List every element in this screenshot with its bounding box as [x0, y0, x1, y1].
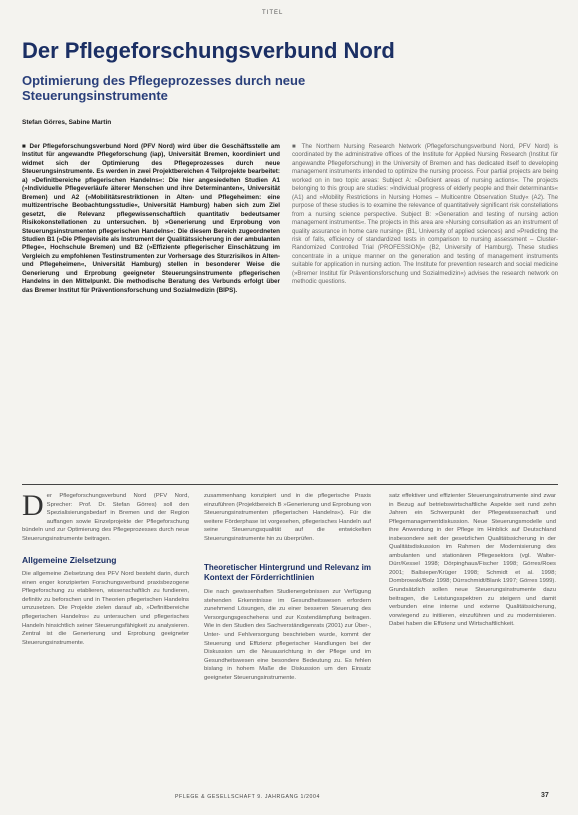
drop-cap: D	[22, 489, 44, 522]
page-number: 37	[541, 792, 549, 799]
abstract-english: ■ The Northern Nursing Research Network (Pflegeforschungsverbund Nord, PFV Nord) is coordinated by the administrative offices of the Institute for Applied Nursing Research (Institut für angewandte Pflegeforschung) in the University of Bremen and has dedicated itself to developing management instruments intended to optimize the nursing process. Four partial projects are being worked on in two topic areas: Subject A: »Deficient areas of nursing actions«. The projects belonging to this group are studies: »Individual progress of elderly people and their determinants« (A1) and »Mobility Restrictions in Nursing Homes – Multicentre Observation Study« (A2). The purpose of these studies is to examine the relevance of quantitatively significant risk constellations from a nursing science perspective. Subject B: »Generation and testing of nursing action management instruments«. The projects in this area are »Nursing consultation as an instrument of quality assurance in home care nursing« (B1, University of applied sciences) and »Predicting the risk of falls, efficiency of standardized tests in comparison to nursing assessment – Cluster-Randomized Controlled Trial (PROFESSION)« (B2, University of Hamburg). These studies concentrate in a unique manner on the generation and testing of management instruments suitable for application in nursing action. The Institute for prevention research and social medicine (»Bremer Institut für Präventionsforschung und Sozialmedizin«) advises the research network on methodic questions.	[292, 143, 558, 286]
body-column-3	[389, 492, 556, 629]
intro-paragraph: er Pflegeforschungsverbund Nord (PFV Nord, Sprecher: Prof. Dr. Stefan Görres) soll den Spezialisierungsbedarf in Bremen und der Region auffangen sowie Einzelprojekte der Pflegeforschung bündeln und zur Optimierung des Pflegeprozesses durch neue Steuerungsinstrumente beitragen.	[22, 493, 189, 542]
heading-allgemeine-zielsetzung: Allgemeine Zielsetzung	[22, 555, 117, 566]
body-column-2	[204, 492, 371, 682]
article-authors: Stefan Görres, Sabine Martin	[22, 119, 112, 126]
footer-journal-info: PFLEGE & GESELLSCHAFT 9. JAHRGANG 1/2004	[175, 794, 320, 800]
abstract-german: ■ Der Pflegeforschungsverbund Nord (PFV Nord) wird über die Geschäftsstelle am Institut für angewandte Pflegeforschung (iap), Universität Bremen, koordiniert und widmet sich der Optimierung des Pflegeprozesses durch neue Steuerungsinstrumente. Es werden in zwei Projektbereichen 4 Teilprojekte bearbeitet: a) »Definitbereiche pflegerischen Handelns«: Die hier angesiedelten Studien A1 (»Individuelle Pflegeverläufe älterer Menschen und ihre Determinanten«, Universität Bremen) und A2 (»Mobilitätsrestriktionen in Alten- und Pflegeheimen: eine multizentrische Beobachtungsstudie«, Universität Hamburg) haben sich zum Ziel gesetzt, die Relevanz pflegewissenschaftlich quantitativ bedeutsamer Risikokonstellationen zu untersuchen. b) »Generierung und Erprobung von Steuerungsinstrumenten pflegerischen Handelns«: Die diesem Bereich zugeordneten Studien B1 (»Die Pflegevisite als Instrument der Qualitätssicherung in der ambulanten Pflege«, Hochschule Bremen) und B2 (»Effiziente pflegerischer Einschätzung im Vergleich zu empfohlenen Testinstrumenten zur Vorhersage des Sturzrisikos in Alten- und Pflegeheimen«, Universität Hamburg) stellen in besonderer Weise die Generierung und Erprobung geeigneter Steuerungsinstrumente pflegerischen Handelns in den Mittelpunkt. Die methodische Beratung des Verbunds erfolgt über das Bremer Institut für Präventionsforschung und Sozialmedizin (BIPS).	[22, 143, 280, 294]
body-paragraph-col2: Die nach gewissenhaften Studienergebnissen zur Verfügung stehenden Erkenntnisse im Gesundheitswesen erfordern zunehmend Lösungen, die zu einer besseren Steuerung des Versorgungsgeschehens und zur Kostendämpfung beitragen. Wie in den Studien des Sachverständigenrats (2001) zur Über-, Unter- und Fehlversorgung beschrieben wurde, kommt der Steuerung und Effizienz pflegerischer Handlungen bei der Diskussion um die Neuausrichtung in der Pflege und im Gesundheitswesen eine besondere Bedeutung zu. Es fehlen bislang in hohem Maße die Diskussion um den Einsatz geeigneter Steuerungsinstrumente.	[204, 589, 371, 681]
article-title: Der Pflegeforschungsverbund Nord	[22, 38, 395, 63]
body-paragraph-col3: satz effektiver und effizienter Steuerungsinstrumente sind zwar in Bezug auf betriebswirtschaftliche Aspekte seit rund zehn Jahren ein Schwerpunkt der Pflegewissenschaft und Pflegemanagementdiskussion. Neue Steuerungsmodelle und ihre Anwendung in der Pflege im Hinblick auf Deutschland insbesondere seit der gesetzlichen Qualitätssicherung in der Qualitätsdiskussion im Rahmen der Modernisierung des ambulanten und stationären Pflegesektors (vgl. Walter-Dürr/Kessel 1998; Dörpinghaus/Fischer 1998; Görres/Roes 2001; Ballsieper/Krüger 1998; Schmidt et al. 1998; Dombrowski/Bolz 1998; Dürrschmidt/Blank 1997; Görres 1999). Grundsätzlich sollen neue Steuerungsinstrumente dazu beitragen, die Leistungsspektren zu steigern und damit verbunden eine interne und externe Qualitätssicherung, vorwiegend zu initiieren, einzuführen und zu modernisieren. Dabei haben die Effizienz und Wirtschaftlichkeit.	[389, 493, 556, 628]
body-column-1	[22, 489, 189, 647]
section-divider	[22, 484, 558, 485]
body-paragraph-col1: Die allgemeine Zielsetzung des PFV Nord besteht darin, durch einen enger konzipierten Forschungsverbund praxisbezogene Pflegeforschung zu etablieren, wissenschaftlich zu fundieren, definitiv zu beforschen und in Theorien pflegerischen Handelns umzusetzen. Die Projekte zielen darauf ab, »Definitbereiche pflegerischen Handelns« zu untersuchen und pflegerisches Handeln hinsichtlich seiner Steuerungsfähigkeit zu analysieren. Zentral ist die Generierung und Erprobung geeigneter Steuerungsinstrumente.	[22, 571, 189, 646]
heading-theoretischer-hintergrund: Theoretischer Hintergrund und Relevanz im Kontext der Förderrichtlinien	[204, 563, 371, 582]
article-subtitle: Optimierung des Pflegeprozesses durch neue Steuerungsinstrumente	[22, 73, 306, 103]
body-paragraph-col2-top: zusammenhang konzipiert und in die pflegerische Praxis einzuführen (Projektbereich B »Generierung und Erprobung von Steuerungsinstrumenten pflegerischen Handelns«). Für die weitere Förderphase ist vorgesehen, pflegerisches Handeln auf seine Steuerungsqualität auf die entwickelten Steuerungsinstrumente hin zu überprüfen.	[204, 493, 372, 542]
running-header: TITEL	[262, 10, 284, 16]
